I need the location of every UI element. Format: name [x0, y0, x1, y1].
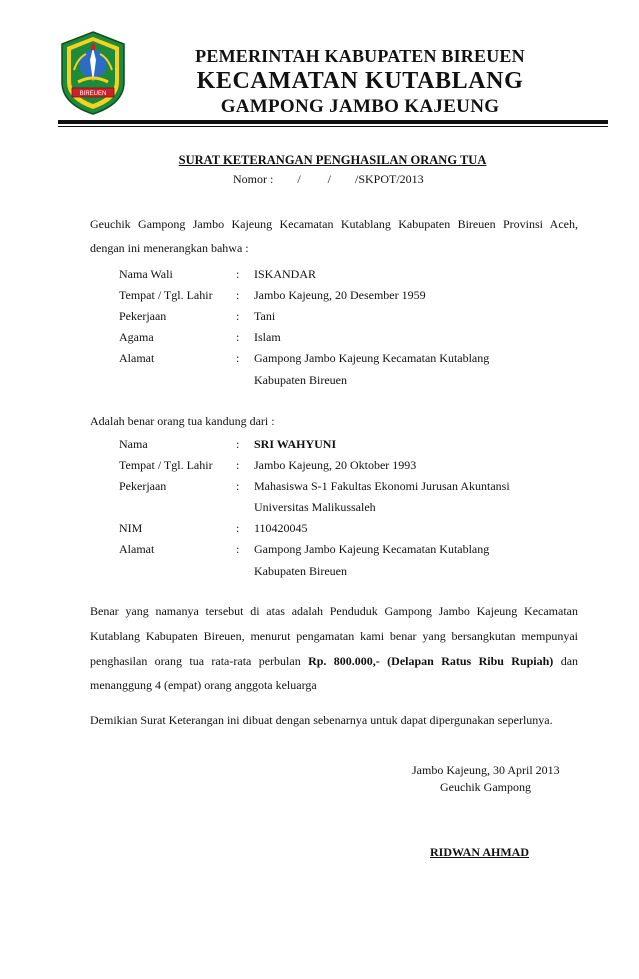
field-value: ISKANDAR	[254, 267, 317, 281]
field-label: Nama Wali	[119, 267, 173, 281]
field-colon: :	[236, 542, 240, 556]
letterhead-village: GAMPONG JAMBO KAJEUNG	[220, 96, 500, 117]
field-colon: :	[236, 521, 240, 535]
logo-banner-text: BIREUEN	[79, 91, 107, 97]
field-value-continued: Universitas Malikussaleh	[254, 500, 376, 514]
field-value: Tani	[254, 309, 276, 323]
signature-place-date: Jambo Kajeung, 30 April 2013	[412, 763, 560, 777]
field-colon: :	[236, 267, 240, 281]
statement-line-4: menanggung 4 (empat) orang anggota keluarga	[90, 678, 317, 692]
field-colon: :	[236, 479, 240, 493]
field-value-continued: Kabupaten Bireuen	[254, 373, 347, 387]
field-colon: :	[236, 309, 240, 323]
field-label: Pekerjaan	[119, 309, 167, 323]
field-colon: :	[236, 330, 240, 344]
field-label: Tempat / Tgl. Lahir	[119, 288, 213, 302]
field-value-continued: Kabupaten Bireuen	[254, 564, 347, 578]
letter-number: Nomor : / / /SKPOT/2013	[233, 172, 424, 186]
field-colon: :	[236, 288, 240, 302]
field-label: Alamat	[119, 542, 155, 556]
statement-line-3	[90, 649, 578, 674]
field-label: Alamat	[119, 351, 155, 365]
signatory-name: RIDWAN AHMAD	[430, 845, 529, 859]
income-amount: Rp. 800.000,- (Delapan Ratus Ribu Rupiah)	[308, 654, 554, 668]
field-colon: :	[236, 351, 240, 365]
field-label: Agama	[119, 330, 154, 344]
field-value: Jambo Kajeung, 20 Desember 1959	[254, 288, 426, 302]
field-value: Gampong Jambo Kajeung Kecamatan Kutablang	[254, 351, 490, 365]
bireuen-emblem-logo	[58, 30, 128, 116]
statement-line-2: Kutablang Kabupaten Bireuen, menurut pengamatan kami benar yang bersangkutan mempunyai	[90, 629, 578, 643]
field-value: Gampong Jambo Kajeung Kecamatan Kutablang	[254, 542, 490, 556]
field-label: Pekerjaan	[119, 479, 167, 493]
child-intro: Adalah benar orang tua kandung dari :	[90, 414, 275, 428]
field-label: Tempat / Tgl. Lahir	[119, 458, 213, 472]
field-value: Jambo Kajeung, 20 Oktober 1993	[254, 458, 417, 472]
signature-position: Geuchik Gampong	[440, 780, 531, 794]
field-colon: :	[236, 437, 240, 451]
field-label: Nama	[119, 437, 148, 451]
field-label: NIM	[119, 521, 143, 535]
field-value: Mahasiswa S-1 Fakultas Ekonomi Jurusan Akuntansi	[254, 479, 510, 493]
letterhead-divider-thick	[58, 120, 608, 124]
statement-line-1: Benar yang namanya tersebut di atas adalah Penduduk Gampong Jambo Kajeung Kecamatan	[90, 604, 578, 618]
closing-sentence: Demikian Surat Keterangan ini dibuat dengan sebenarnya untuk dapat dipergunakan seperlunya.	[90, 713, 553, 727]
statement-text: penghasilan orang tua rata-rata perbulan	[90, 654, 301, 668]
field-value: 110420045	[254, 521, 308, 535]
intro-line-1: Geuchik Gampong Jambo Kajeung Kecamatan Kutablang Kabupaten Bireuen Provinsi Aceh,	[90, 217, 578, 231]
statement-text: dan	[560, 654, 579, 668]
letterhead-regency: PEMERINTAH KABUPATEN BIREUEN	[195, 46, 525, 66]
intro-line-2: dengan ini menerangkan bahwa :	[90, 241, 249, 255]
letterhead-divider-thin	[58, 126, 608, 127]
field-value: Islam	[254, 330, 281, 344]
letterhead-district: KECAMATAN KUTABLANG	[196, 68, 524, 94]
field-colon: :	[236, 458, 240, 472]
letter-title: SURAT KETERANGAN PENGHASILAN ORANG TUA	[178, 153, 487, 167]
field-value: SRI WAHYUNI	[254, 437, 337, 451]
